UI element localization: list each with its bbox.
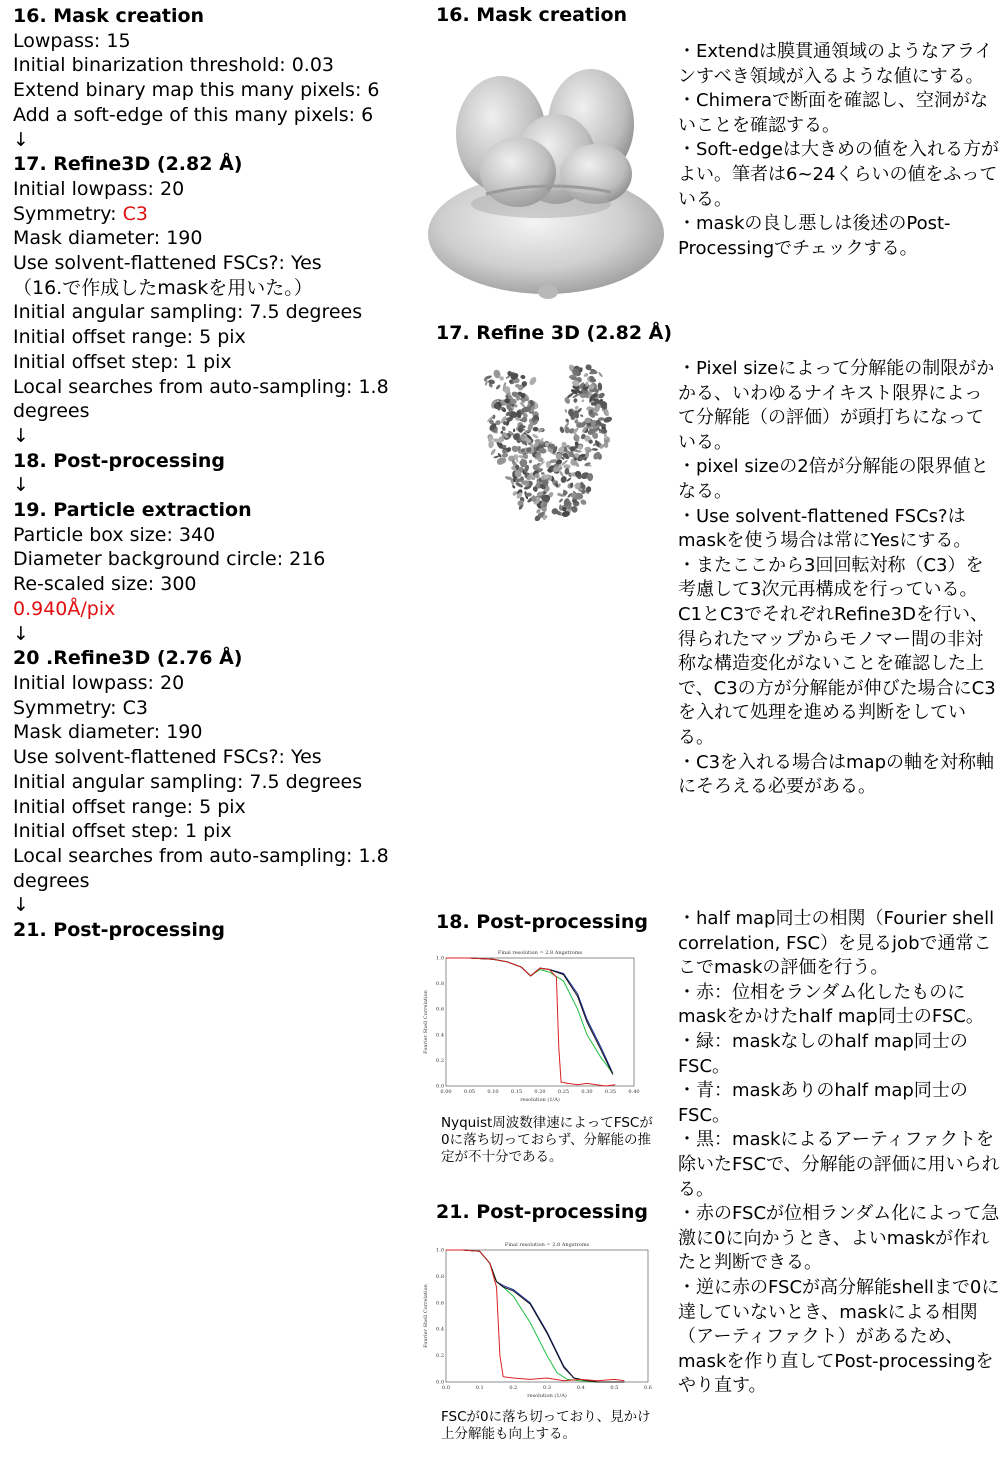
step16-line: Lowpass: 15	[13, 29, 131, 52]
density-blob	[532, 433, 539, 439]
post18-caption: Nyquist周波数律速によってFSCが0に落ち切っておらず、分解能の推定が不十分である。	[441, 1115, 653, 1165]
mask-note: ・Chimeraで断面を確認し、空洞がないことを確認する。	[678, 90, 989, 136]
fsc-chart-21	[420, 1238, 656, 1400]
step20-title: 20 .Refine3D (2.76 Å)	[13, 647, 243, 670]
step19-rescaled: Re-scaled size: 300	[13, 573, 197, 596]
step17-offset-range: Initial offset range: 5 pix	[13, 326, 246, 349]
density-blob	[495, 384, 501, 390]
density-blob	[574, 405, 579, 410]
chart-title: Final resolution = 2.8 Angstroms	[504, 1242, 590, 1248]
mask-note: ・Soft-edgeは大きめの値を入れる方がよい。筆者は6~24くらいの値をふっている。	[678, 139, 1000, 210]
y-tick-label: 0.4	[436, 1032, 444, 1039]
step20-line: Initial offset range: 5 pix	[13, 795, 246, 818]
y-tick-label: 0.2	[436, 1353, 444, 1360]
density-blob	[490, 448, 497, 455]
x-tick-label: 0.15	[510, 1089, 523, 1095]
chart-title: Final resolution = 2.8 Angstroms	[497, 950, 583, 956]
mask-volume-image	[426, 64, 666, 299]
plot-frame	[446, 1250, 648, 1382]
fsc-note: ・黒：maskによるアーティファクトを除いたFSCで、分解能の評価に用いられる。	[678, 1129, 1000, 1200]
refine-note: ・Pixel sizeによって分解能の制限がかかる、いわゆるナイキスト限界によって分解能（の評価）が頭打ちになっている。	[678, 358, 995, 453]
density-blob	[528, 376, 537, 386]
fsc-note: ・逆に赤のFSCが高分解能shellまで0に達していないとき、maskによる相関（アーティファクト）があるため、maskを作り直してPost-processingをやり直す。	[678, 1276, 1000, 1397]
x-tick-label: 0.00	[440, 1089, 452, 1095]
density-blob	[488, 379, 495, 385]
step16-line: Extend binary map this many pixels: 6	[13, 79, 380, 102]
y-tick-label: 0.8	[436, 981, 444, 988]
x-tick-label: 0.25	[557, 1089, 570, 1095]
symmetry-value: C3	[122, 202, 148, 225]
density-blob	[580, 414, 584, 418]
y-tick-label: 0.6	[436, 1300, 444, 1307]
x-tick-label: 0.4	[576, 1385, 585, 1391]
step16-title: 16. Mask creation	[13, 5, 205, 27]
density-blob	[564, 409, 568, 414]
y-tick-label: 0.6	[436, 1006, 444, 1013]
step17-lowpass: Initial lowpass: 20	[13, 177, 185, 200]
refine-note: ・またここから3回回転対称（C3）を考慮して3次元再構成を行っている。C1とC3でそれぞれRefine3Dを行い、得られたマップからモノマー間の非対称な構造変化がないことを確認した上で、C3の方が分解能が伸びた場合にC3を入れて処理を進める判断をしている。	[678, 554, 996, 748]
step20-line: Initial angular sampling: 7.5 degrees	[13, 770, 363, 793]
x-tick-label: 0.0	[442, 1385, 450, 1391]
x-tick-label: 0.6	[644, 1385, 652, 1391]
density-blob	[501, 426, 506, 432]
step17-local: Local searches from auto-sampling: 1.8 degrees	[13, 375, 389, 423]
step18-title: 18. Post-processing	[13, 449, 225, 472]
y-axis-label: Fourier Shell Correlation	[423, 1284, 429, 1348]
density-blob	[598, 371, 604, 377]
step17-offset-step: Initial offset step: 1 pix	[13, 350, 232, 373]
fsc-note: ・緑：maskなしのhalf map同士のFSC。	[678, 1030, 968, 1077]
plot-frame	[446, 958, 634, 1086]
mask-note: ・maskの良し悪しは後述のPost-Processingでチェックする。	[678, 213, 951, 259]
y-tick-label: 0.0	[436, 1083, 444, 1090]
density-blob	[603, 416, 613, 424]
density-blob	[521, 459, 525, 465]
x-tick-label: 0.3	[543, 1385, 551, 1391]
post18-title: 18. Post-processing	[436, 911, 648, 933]
x-tick-label: 0.10	[487, 1089, 499, 1095]
density-blob	[559, 470, 565, 477]
density-blob	[579, 498, 587, 506]
x-tick-label: 0.5	[610, 1385, 619, 1391]
x-axis-label: resolution (1/A)	[527, 1393, 567, 1399]
step17-mask-diameter: Mask diameter: 190	[13, 227, 203, 250]
refine-note: ・Use solvent-flattened FSCs?はmaskを使う場合は常にYesにする。	[678, 505, 972, 552]
step16-line: Initial binarization threshold: 0.03	[13, 54, 335, 77]
density-blob	[560, 475, 568, 484]
density-blob	[528, 459, 532, 464]
step20-local: Local searches from auto-sampling: 1.8 degrees	[13, 844, 389, 892]
step20-line: Symmetry: C3	[13, 696, 148, 719]
mask-note: ・Extendは膜貫通領域のようなアラインすべき領域が入るような値にする。	[678, 41, 993, 87]
density-blob	[566, 477, 572, 482]
y-tick-label: 1.0	[436, 1247, 444, 1254]
density-blob	[541, 472, 545, 475]
refine-section-title: 17. Refine 3D (2.82 Å)	[436, 322, 673, 344]
symmetry-label: Symmetry:	[13, 202, 123, 225]
step20-line: Initial lowpass: 20	[13, 671, 185, 694]
fsc-note: ・赤：位相をランダム化したものにmaskをかけたhalf map同士のFSC。	[678, 981, 984, 1028]
x-tick-label: 0.1	[475, 1385, 484, 1391]
x-tick-label: 0.20	[534, 1089, 546, 1095]
y-tick-label: 0.8	[436, 1273, 444, 1280]
density-map-image	[470, 360, 630, 532]
fsc-note: ・赤のFSCが位相ランダム化によって急激に0に向かうとき、よいmaskが作れたと判断できる。	[678, 1203, 1000, 1274]
fsc-note: ・青：maskありのhalf map同士のFSC。	[678, 1080, 968, 1126]
step19-title: 19. Particle extraction	[13, 499, 252, 522]
density-blob	[570, 505, 578, 513]
density-blob	[573, 398, 577, 403]
fsc-notes	[678, 907, 1000, 1399]
density-blob	[565, 418, 570, 423]
refine-note: ・C3を入れる場合はmapの軸を対称軸にそろえる必要がある。	[678, 751, 995, 798]
density-blob	[559, 426, 565, 434]
x-axis-label: resolution (1/A)	[520, 1097, 560, 1103]
x-tick-label: 0.40	[628, 1089, 640, 1095]
x-tick-label: 0.35	[604, 1089, 617, 1095]
mask-section-title: 16. Mask creation	[436, 4, 628, 26]
step20-line: Use solvent-flattened FSCs?: Yes	[13, 746, 322, 769]
x-tick-label: 0.30	[581, 1089, 593, 1095]
step17-symmetry	[13, 202, 423, 227]
flow-arrow: ↓	[13, 128, 29, 151]
step19-diameter: Diameter background circle: 216	[13, 548, 326, 571]
x-tick-label: 0.05	[463, 1089, 476, 1095]
density-blob	[520, 374, 526, 379]
refine-notes	[678, 357, 1000, 800]
flow-arrow: ↓	[13, 474, 29, 497]
y-tick-label: 1.0	[436, 955, 444, 962]
step17-solvent: Use solvent-flattened FSCs?: Yes	[13, 252, 322, 275]
density-blob	[558, 498, 563, 503]
density-blob	[592, 448, 598, 451]
post21-title: 21. Post-processing	[436, 1201, 648, 1223]
post21-caption: FSCが0に落ち切っており、見かけ上分解能も向上する。	[441, 1409, 651, 1442]
x-tick-label: 0.2	[509, 1385, 518, 1391]
density-blob	[499, 376, 504, 381]
flow-arrow: ↓	[13, 894, 29, 917]
y-tick-label: 0.0	[436, 1379, 444, 1386]
mask-notes	[678, 40, 1000, 261]
step17-angular: Initial angular sampling: 7.5 degrees	[13, 301, 363, 324]
left-column	[13, 4, 423, 943]
step19-box: Particle box size: 340	[13, 523, 216, 546]
flow-arrow: ↓	[13, 424, 29, 447]
step17-solvent-note: （16.で作成したmaskを用いた。）	[13, 276, 313, 299]
density-blob	[513, 428, 515, 432]
density-blob	[585, 418, 592, 424]
density-blob	[563, 396, 571, 405]
y-tick-label: 0.2	[436, 1057, 444, 1064]
density-blob	[533, 427, 539, 432]
flow-arrow: ↓	[13, 622, 29, 645]
y-tick-label: 0.4	[436, 1326, 444, 1333]
y-axis-label: Fourier Shell Correlation	[423, 990, 429, 1054]
density-blob	[581, 399, 584, 403]
fsc-note: ・half map同士の相関（Fourier shell correlation, FSC）を見るjobで通常ここでmaskの評価を行う。	[678, 908, 995, 979]
refine-note: ・pixel sizeの2倍が分解能の限界値となる。	[678, 456, 989, 502]
step21-title: 21. Post-processing	[13, 919, 225, 942]
step16-line: Add a soft-edge of this many pixels: 6	[13, 103, 374, 126]
step17-title: 17. Refine3D (2.82 Å)	[13, 153, 243, 176]
fsc-chart-18	[420, 946, 642, 1104]
step19-pixel: 0.940Å/pix	[13, 597, 116, 620]
step20-line: Mask diameter: 190	[13, 721, 203, 744]
step20-line: Initial offset step: 1 pix	[13, 820, 232, 843]
